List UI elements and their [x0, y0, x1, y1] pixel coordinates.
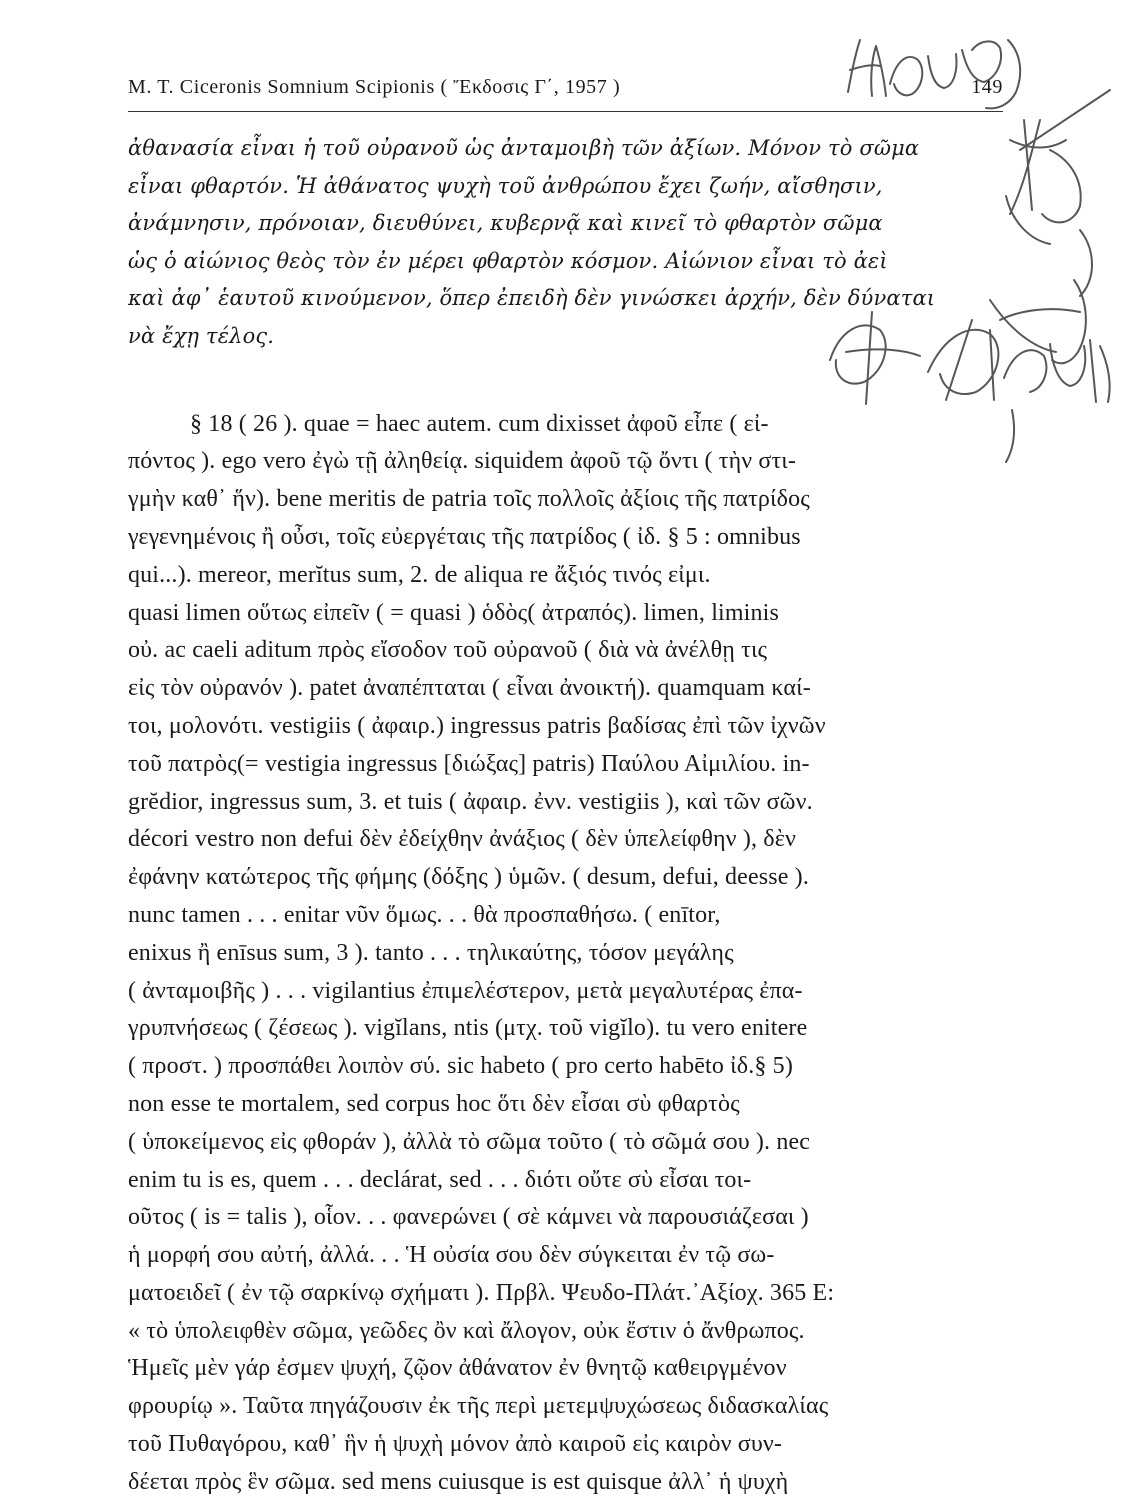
- text-line: non esse te mortalem, sed corpus hoc ὅτι δὲν εἶσαι σὺ φθαρτὸς: [128, 1090, 740, 1117]
- header-rule: [128, 111, 1003, 112]
- text-line: grĕdior, ingressus sum, 3. et tuis ( ἀφαιρ. ἐνν. vestigiis ), καὶ τῶν σῶν.: [128, 788, 813, 815]
- text-line: ἀθανασία εἶναι ἡ τοῦ οὐρανοῦ ὡς ἀνταμοιβὴ τῶν ἀξίων. Μόνον τὸ σῶμα: [128, 136, 920, 160]
- text-line: νὰ ἔχῃ τέλος.: [128, 323, 275, 348]
- text-line: τοῦ Πυθαγόρου, καθ᾽ ἣν ἡ ψυχὴ μόνον ἀπὸ καιροῦ εἰς καιρὸν συν-: [128, 1431, 783, 1458]
- text-line: ματοειδεῖ ( ἐν τῷ σαρκίνῳ σχήματι ). Πρβλ. Ψευδο-Πλάτ.᾽Αξίοχ. 365 E:: [128, 1279, 835, 1306]
- text-line: φρουρίῳ ». Ταῦτα πηγάζουσιν ἐκ τῆς περὶ μετεμψυχώσεως διδασκαλίας: [128, 1393, 829, 1420]
- text-line: qui...). mereor, merĭtus sum, 2. de aliqua re ἄξιός τινός εἰμι.: [128, 561, 711, 588]
- text-line: πόντος ). ego vero ἐγὼ τῇ ἀληθείᾳ. siquidem ἀφοῦ τῷ ὄντι ( τὴν στι-: [128, 448, 797, 475]
- paragraph-gap: [128, 356, 1003, 406]
- page-number: 149: [971, 76, 1003, 98]
- text-line: εἶναι φθαρτόν. Ἡ ἀθάνατος ψυχὴ τοῦ ἀνθρώπου ἔχει ζωήν, αἴσθησιν,: [128, 173, 883, 198]
- commentary-paragraph: [128, 406, 1003, 1502]
- text-line: οῦτος ( is = talis ), οἷον. . . φανερώνει ( σὲ κάμνει νὰ παρουσιάζεσαι ): [128, 1204, 809, 1231]
- text-line: quasi limen οὕτως εἰπεῖν ( = quasi ) ὁδὸς( ἀτραπός). limen, liminis: [128, 599, 779, 626]
- running-header: [128, 70, 1003, 104]
- text-line: nunc tamen . . . enitar νῦν ὅμως. . . θὰ προσπαθήσω. ( enītor,: [128, 901, 721, 928]
- text-line: καὶ ἀφ᾽ ἑαυτοῦ κινούμενον, ὅπερ ἐπειδὴ δὲν γινώσκει ἀρχήν, δὲν δύναται: [128, 286, 936, 311]
- text-line: décori vestro non defui δὲν ἐδείχθην ἀνάξιος ( δὲν ὑπελείφθην ), δὲν: [128, 826, 796, 853]
- intro-paragraph: [128, 130, 1003, 356]
- text-line: Ἡμεῖς μὲν γάρ ἐσμεν ψυχή, ζῷον ἀθάνατον ἐν θνητῷ καθειργμένον: [128, 1355, 787, 1382]
- text-line: § 18 ( 26 ). quae = haec autem. cum dixisset ἀφοῦ εἶπε ( εἰ-: [190, 410, 769, 437]
- text-line: γμὴν καθ᾽ ἥν). bene meritis de patria τοῖς πολλοῖς ἀξίοις τῆς πατρίδος: [128, 486, 810, 513]
- text-line: τοι, μολονότι. vestigiis ( ἀφαιρ.) ingressus patris βαδίσας ἐπὶ τῶν ἰχνῶν: [128, 712, 826, 739]
- text-line: ἡ μορφή σου αὐτή, ἀλλά. . . Ἡ οὐσία σου δὲν σύγκειται ἐν τῷ σω-: [128, 1242, 775, 1269]
- text-line: ἐφάνην κατώτερος τῆς φήμης (δόξης ) ὑμῶν. ( desum, defui, deesse ).: [128, 864, 809, 891]
- text-line: ἀνάμνησιν, πρόνοιαν, διευθύνει, κυβερνᾷ καὶ κινεῖ τὸ φθαρτὸν σῶμα: [128, 211, 883, 236]
- text-line: εἰς τὸν οὐρανόν ). patet ἀναπέπταται ( εἶναι ἀνοικτή). quamquam καί-: [128, 675, 811, 702]
- text-line: ( ἀνταμοιβῆς ) . . . vigilantius ἐπιμελέστερον, μετὰ μεγαλυτέρας ἐπα-: [128, 977, 803, 1004]
- text-line: γεγενημένοις ἢ οὖσι, τοῖς εὐεργέταις τῆς πατρίδος ( ἰδ. § 5 : omnibus: [128, 523, 801, 550]
- page-body: [128, 130, 1003, 1502]
- text-line: τοῦ πατρὸς(= vestigia ingressus [διώξας] patris) Παύλου Αἰμιλίου. in-: [128, 750, 810, 777]
- text-line: « τὸ ὑπολειφθὲν σῶμα, γεῶδες ὂν καὶ ἄλογον, οὐκ ἔστιν ὁ ἄνθρωπος.: [128, 1317, 805, 1344]
- text-line: ( προστ. ) προσπάθει λοιπὸν σύ. sic habeto ( pro certo habēto ἰδ.§ 5): [128, 1053, 793, 1080]
- text-line: ( ὑποκείμενος εἰς φθοράν ), ἀλλὰ τὸ σῶμα τοῦτο ( τὸ σῶμά σου ). nec: [128, 1128, 811, 1155]
- text-line: enim tu is es, quem . . . declárat, sed . . . διότι οὔτε σὺ εἶσαι τοι-: [128, 1166, 752, 1193]
- running-title: M. T. Ciceronis Somnium Scipionis ( Ἔκδοσις Γ΄, 1957 ): [128, 76, 621, 98]
- text-line: γρυπνήσεως ( ζέσεως ). vigĭlans, ntis (μτχ. τοῦ vigĭlo). tu vero enitere: [128, 1015, 808, 1042]
- text-line: enixus ἢ enīsus sum, 3 ). tanto . . . τηλικαύτης, τόσον μεγάλης: [128, 939, 734, 966]
- text-line: ὡς ὁ αἰώνιος θεὸς τὸν ἐν μέρει φθαρτὸν κόσμον. Αἰώνιον εἶναι τὸ ἀεὶ: [128, 248, 888, 273]
- text-line: οὐ. ac caeli aditum πρὸς εἴσοδον τοῦ οὐρανοῦ ( διὰ νὰ ἀνέλθῃ τις: [128, 637, 768, 664]
- text-line: δέεται πρὸς ἓν σῶμα. sed mens cuiusque is est quisque ἀλλ᾽ ἡ ψυχὴ: [128, 1468, 789, 1495]
